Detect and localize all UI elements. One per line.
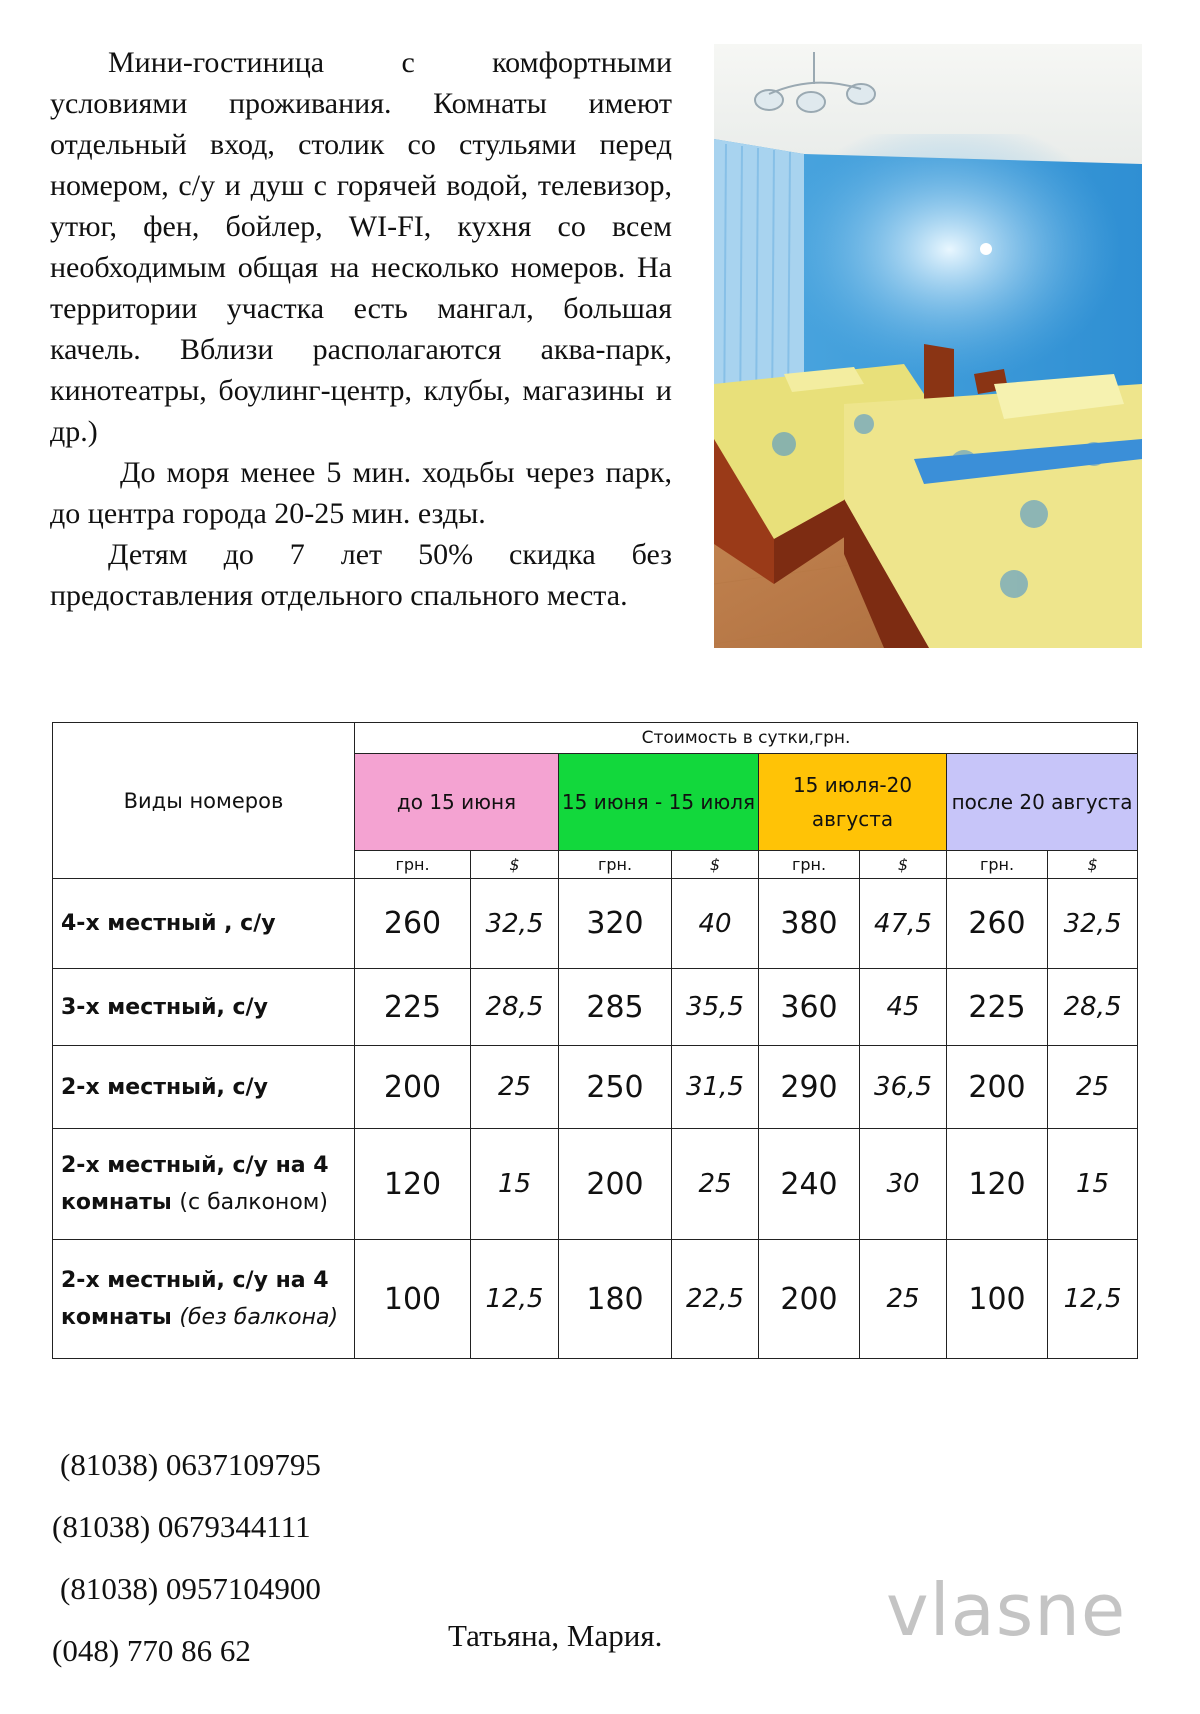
period-4-header: после 20 августа — [947, 754, 1138, 851]
price-usd: 45 — [860, 969, 947, 1046]
currency-usd-label: $ — [1048, 851, 1138, 879]
phone-number[interactable]: (81038) 0679344111 — [52, 1509, 311, 1544]
price-usd: 30 — [860, 1129, 947, 1240]
intro-text — [50, 42, 672, 616]
table-row — [53, 1129, 1138, 1240]
period-3-header: 15 июля-20 августа — [759, 754, 947, 851]
intro-paragraph-1: Мини-гостиница с комфортными условиями проживания. Комнаты имеют отдельный вход, столик со стульями перед номером, с/у и душ с горячей водой, телевизор, утюг, фен, бойлер, WI-FI, кухня со всем необходимым общая на несколько номеров. На территории участка есть мангал, большая качель. Вблизи располагаются аква-парк, кинотеатры, боулинг-центр, клубы, магазины и др.) — [50, 46, 672, 448]
room-type-cell — [53, 1046, 355, 1129]
room-types-header: Виды номеров — [53, 723, 355, 879]
table-row — [53, 1240, 1138, 1359]
price-table — [52, 722, 1138, 1359]
room-type-cell — [53, 1129, 355, 1240]
cost-per-day-header: Стоимость в сутки,грн. — [355, 723, 1138, 754]
price-usd: 25 — [471, 1046, 559, 1129]
phone-list — [52, 1434, 321, 1682]
table-row — [53, 879, 1138, 969]
room-photo — [714, 44, 1142, 648]
price-uah: 200 — [559, 1129, 672, 1240]
price-uah: 180 — [559, 1240, 672, 1359]
price-usd: 12,5 — [1048, 1240, 1138, 1359]
price-uah: 380 — [759, 879, 860, 969]
room-type-cell — [53, 879, 355, 969]
intro-paragraph-2: До моря менее 5 мин. ходьбы через парк, до центра города 20-25 мин. езды. — [50, 456, 672, 530]
price-usd: 28,5 — [471, 969, 559, 1046]
table-row — [53, 969, 1138, 1046]
price-usd: 35,5 — [672, 969, 759, 1046]
currency-uah-label: грн. — [355, 851, 471, 879]
room-type-label: 3-х местный, с/у — [61, 994, 268, 1020]
price-usd: 40 — [672, 879, 759, 969]
price-uah: 290 — [759, 1046, 860, 1129]
price-usd: 25 — [1048, 1046, 1138, 1129]
price-uah: 120 — [947, 1129, 1048, 1240]
price-uah: 320 — [559, 879, 672, 969]
room-type-label: 2-х местный, с/у — [61, 1074, 268, 1100]
room-type-cell — [53, 969, 355, 1046]
currency-uah-label: грн. — [947, 851, 1048, 879]
price-uah: 200 — [947, 1046, 1048, 1129]
currency-uah-label: грн. — [759, 851, 860, 879]
price-uah: 200 — [355, 1046, 471, 1129]
price-uah: 250 — [559, 1046, 672, 1129]
intro-paragraph-3: Детям до 7 лет 50% скидка без предоставления отдельного спального места. — [50, 538, 672, 612]
price-usd: 15 — [471, 1129, 559, 1240]
price-usd: 25 — [672, 1129, 759, 1240]
price-usd: 28,5 — [1048, 969, 1138, 1046]
room-photo-image — [714, 44, 1142, 648]
phone-number[interactable]: (81038) 0637109795 — [60, 1447, 321, 1482]
price-uah: 225 — [355, 969, 471, 1046]
phone-number[interactable]: (048) 770 86 62 — [52, 1633, 251, 1668]
room-type-note: (с балконом) — [179, 1190, 328, 1215]
price-uah: 360 — [759, 969, 860, 1046]
price-usd: 15 — [1048, 1129, 1138, 1240]
room-type-label: 4-х местный , с/у — [61, 911, 276, 936]
currency-usd-label: $ — [860, 851, 947, 879]
room-type-note: (без балкона) — [179, 1305, 339, 1330]
currency-usd-label: $ — [471, 851, 559, 879]
period-1-header: до 15 июня — [355, 754, 559, 851]
room-type-label: 2-х местный, с/у на 4 комнаты — [61, 1268, 329, 1330]
watermark-logo: vlasne — [886, 1568, 1127, 1652]
contact-names: Татьяна, Мария. — [448, 1618, 663, 1653]
period-2-header: 15 июня - 15 июля — [559, 754, 759, 851]
price-uah: 120 — [355, 1129, 471, 1240]
price-usd: 31,5 — [672, 1046, 759, 1129]
price-usd: 22,5 — [672, 1240, 759, 1359]
currency-usd-label: $ — [672, 851, 759, 879]
price-uah: 285 — [559, 969, 672, 1046]
price-uah: 260 — [355, 879, 471, 969]
table-row — [53, 1046, 1138, 1129]
price-usd: 12,5 — [471, 1240, 559, 1359]
price-uah: 100 — [355, 1240, 471, 1359]
price-usd: 36,5 — [860, 1046, 947, 1129]
price-usd: 32,5 — [1048, 879, 1138, 969]
currency-uah-label: грн. — [559, 851, 672, 879]
price-uah: 225 — [947, 969, 1048, 1046]
phone-number[interactable]: (81038) 0957104900 — [60, 1571, 321, 1606]
price-uah: 200 — [759, 1240, 860, 1359]
room-type-cell — [53, 1240, 355, 1359]
price-usd: 32,5 — [471, 879, 559, 969]
price-uah: 100 — [947, 1240, 1048, 1359]
price-usd: 25 — [860, 1240, 947, 1359]
price-uah: 260 — [947, 879, 1048, 969]
room-type-label: 2-х местный, с/у на 4 комнаты — [61, 1153, 329, 1215]
price-usd: 47,5 — [860, 879, 947, 969]
price-uah: 240 — [759, 1129, 860, 1240]
